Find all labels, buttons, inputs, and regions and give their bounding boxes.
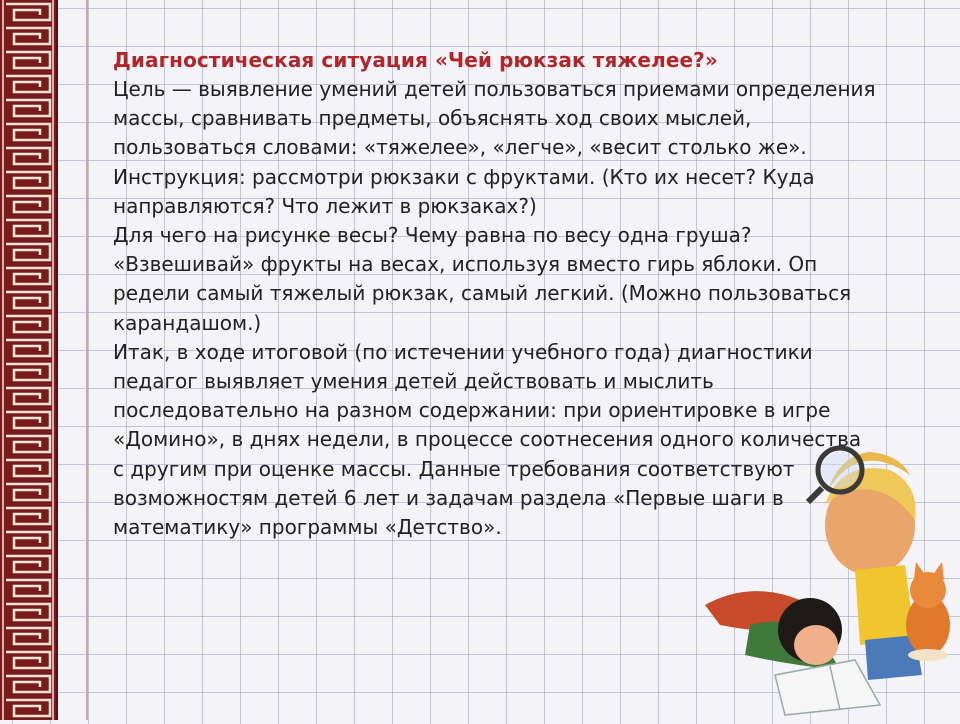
body-line: «Взвешивай» фрукты на весах, используя вместо гирь яблоки. Оп [113,252,818,277]
body-line: Для чего на рисунке весы? Чему равна по весу одна груша? [113,223,752,248]
body-line: массы, сравнивать предметы, объяснять ход своих мыслей, [113,106,752,131]
body-line: Цель — выявление умений детей пользоваться приемами определения [113,77,876,101]
body-line: «Домино», в днях недели, в процессе соотнесения одного количества [113,427,862,452]
body-line: редели самый тяжелый рюкзак, самый легкий. (Можно пользоваться [113,281,852,306]
body-line: математику» программы «Детство». [113,515,502,540]
decorative-ornament-border [0,0,58,720]
body-line: с другим при оценке массы. Данные требования соответствуют [113,456,795,481]
body-line: Итак, в ходе итоговой (по истечении учебного года) диагностики [113,339,813,364]
girl-figure [705,591,880,715]
body-line: Инструкция: рассмотри рюкзаки с фруктами. (Кто их несет? Куда [113,164,815,189]
body-line: пользоваться словами: «тяжелее», «легче», «весит столько же». [113,135,807,160]
body-line: педагог выявляет умения детей действовать и мыслить [113,369,714,394]
cat-figure [906,562,950,661]
open-book-icon [775,660,880,715]
body-line: карандашом.) [113,310,262,335]
children-illustration [690,430,960,720]
body-line: возможностям детей 6 лет и задачам раздела «Первые шаги в [113,485,784,510]
meander-pattern [0,0,56,720]
notebook-margin-line [86,0,88,720]
slide-title: Диагностическая ситуация «Чей рюкзак тяжелее?» [113,48,718,72]
body-line: направляются? Что лежит в рюкзаках?) [113,193,537,218]
body-line: последовательно на разном содержании: при ориентировке в игре [113,398,831,423]
